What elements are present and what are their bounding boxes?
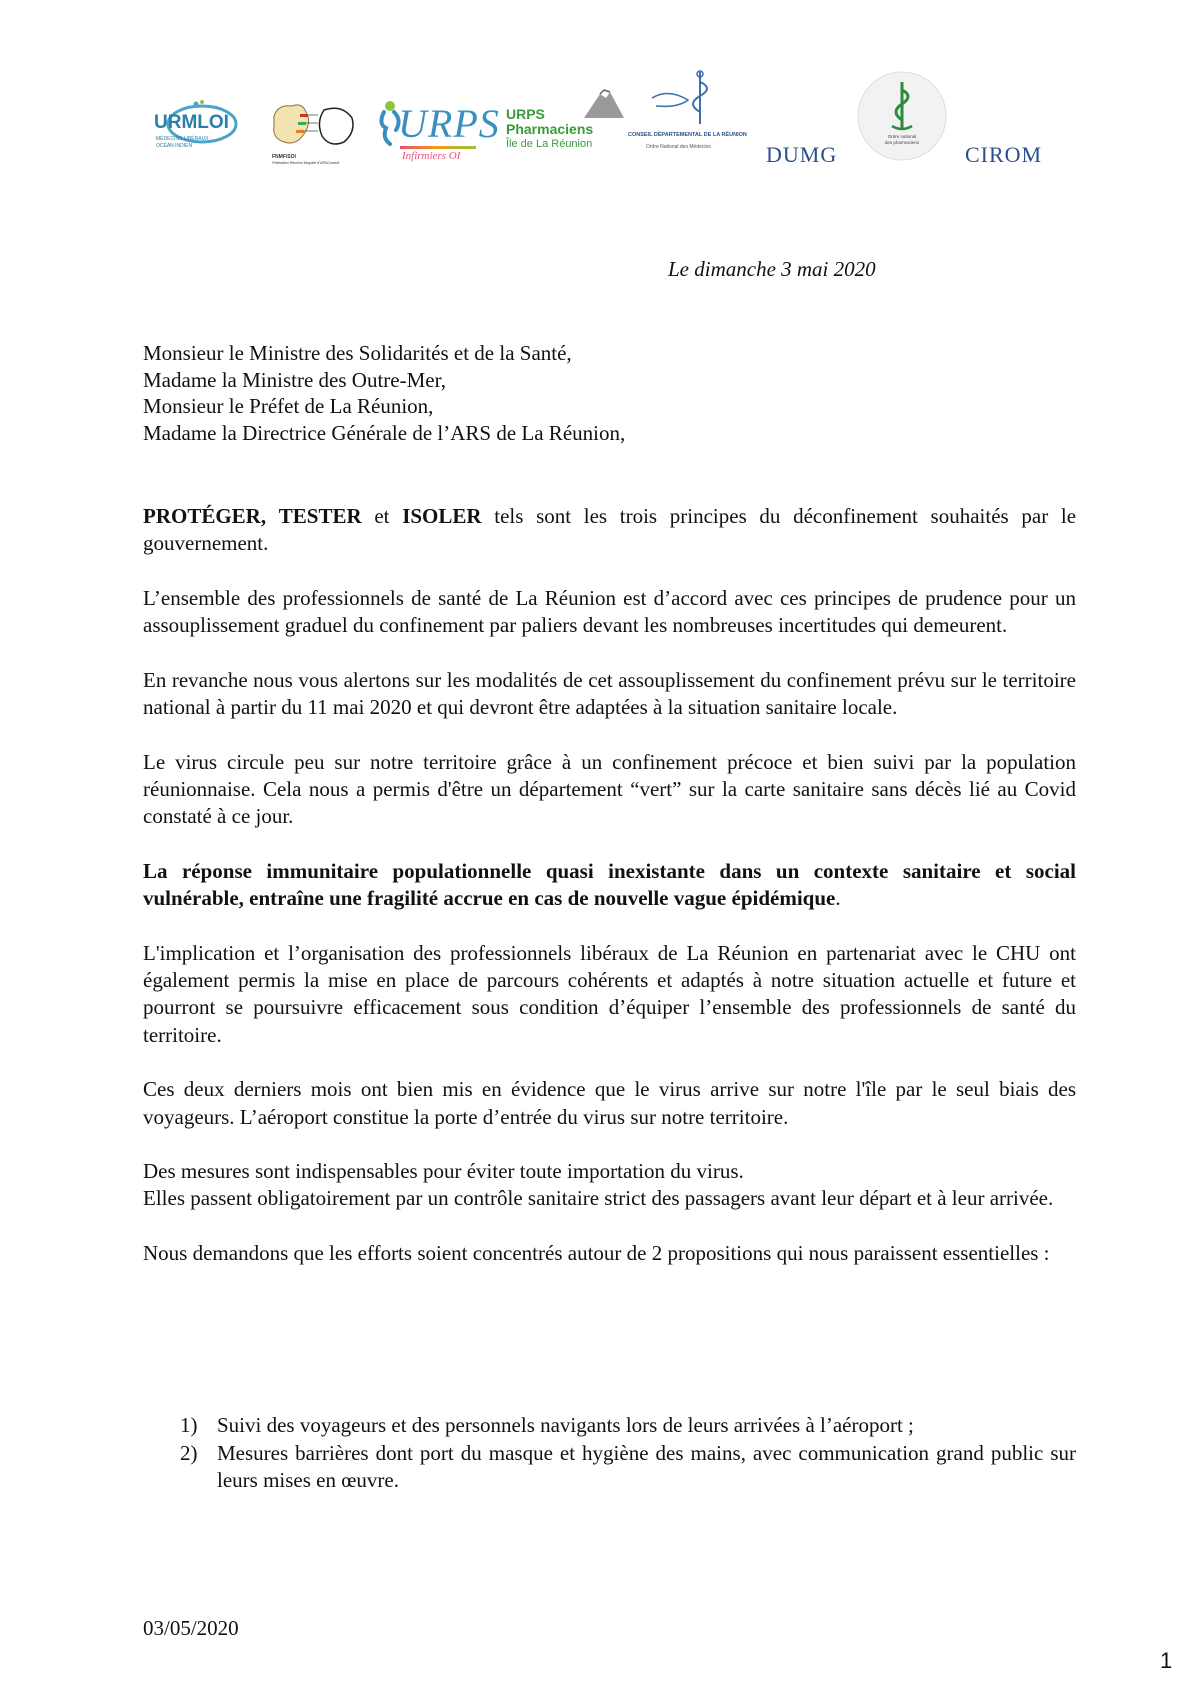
recipient-line: Monsieur le Ministre des Solidarités et de la Santé, [143, 341, 572, 365]
paragraph-request: Nous demandons que les efforts soient concentrés autour de 2 propositions qui nous paraissent essentielles : [143, 1241, 1050, 1266]
proposals-list [143, 1412, 1076, 1495]
cirom-text: CIROM [965, 142, 1043, 167]
reunion-map-icon [268, 98, 358, 154]
immunity-period: . [835, 886, 841, 911]
fnmf-subcaption: Fédération Réunion Mayotte d'URSCommit [272, 161, 340, 165]
keyword-proteger: PROTÉGER, [143, 504, 267, 528]
list-text: Suivi des voyageurs et des personnels navigants lors de leurs arrivées à l’aéroport ; [217, 1413, 914, 1437]
urps-pharmaciens-line3: Île de La Réunion [506, 138, 593, 150]
urmloi-logo [150, 98, 240, 158]
letter-date: Le dimanche 3 mai 2020 [668, 257, 876, 281]
fnmf-caption: FNMF/SOI [272, 154, 296, 160]
urps-infirmiers-title: URPS [398, 101, 500, 146]
cdom-logo [628, 68, 758, 168]
fnmf-logo [268, 98, 358, 168]
immunity-bold-text: La réponse immunitaire populationnelle quasi inexistante dans un contexte sanitaire et social vulnérable, entraîne une fragilité accrue en cas de nouvelle vague épidémique [143, 858, 1076, 911]
logo-banner [150, 68, 1070, 188]
onp-logo [856, 70, 948, 162]
recipients-block [143, 340, 625, 446]
page-number: 1 [1160, 1648, 1173, 1673]
cdom-line2: Ordre National des Médecins [646, 144, 711, 150]
conjunction: et [361, 504, 403, 528]
footer-date: 03/05/2020 [143, 1616, 239, 1640]
urps-pharmaciens-line1: URPS [506, 106, 545, 122]
urps-color-bar [400, 146, 476, 149]
urps-infirmiers-logo [376, 98, 500, 168]
list-item [143, 1412, 1076, 1440]
onp-line1: Ordre national [887, 134, 917, 139]
paragraph-organisation: L'implication et l’organisation des professionnels libéraux de La Réunion en partenariat avec le CHU ont également permis la mise en place de parcours cohérents et adaptés à notre situation actuelle et future et pourront se poursuivre efficacement sous condition d’équiper l’ensemble des professionnels de santé du territoire. [143, 940, 1076, 1047]
volcano-icon [582, 88, 626, 118]
paragraph-virus-circulation: Le virus circule peu sur notre territoire grâce à un confinement précoce et bien suivi par la population réunionnaise. Cela nous a permis d'être un département “vert” sur la carte sanitaire sans décès lié au Covid constaté à ce jour. [143, 749, 1076, 829]
paragraph-airport: Ces deux derniers mois ont bien mis en évidence que le virus arrive sur notre l'île par le seul biais des voyageurs. L’aéroport constitue la porte d’entrée du virus sur notre territoire. [143, 1077, 1076, 1129]
keyword-tester: TESTER [278, 504, 362, 528]
urmloi-subtitle-2: OCÉAN INDIEN [156, 143, 193, 149]
recipient-line: Madame la Directrice Générale de l’ARS de La Réunion, [143, 420, 626, 445]
paragraph-agreement: L’ensemble des professionnels de santé de La Réunion est d’accord avec ces principes de prudence pour un assouplissement graduel du confinement par paliers devant les nombreuses incertitudes qui demeurent. [143, 585, 1076, 638]
dumg-text: DUMG [766, 142, 838, 167]
urps-infirmiers-subtitle: Infirmiers OI [402, 150, 461, 162]
cirom-logo [965, 142, 1042, 168]
dumg-logo [766, 142, 837, 168]
keyword-isoler: ISOLER [402, 504, 482, 528]
list-item [143, 1440, 1076, 1495]
onp-line2: des pharmaciens [884, 140, 920, 145]
paragraph-measures-1: Des mesures sont indispensables pour éviter toute importation du virus. [143, 1159, 744, 1184]
urps-pharmaciens-logo [506, 88, 626, 158]
paragraph-immunity [143, 858, 1076, 913]
caduceus-icon [648, 68, 738, 128]
recipient-line: Madame la Ministre des Outre-Mer, [143, 367, 446, 392]
pharmacy-cross-icon [856, 70, 948, 162]
paragraph-measures-2: Elles passent obligatoirement par un contrôle sanitaire strict des passagers avant leur départ et à leur arrivée. [143, 1186, 1054, 1211]
urmloi-title: URMLOI [154, 112, 229, 133]
urmloi-subtitle-1: MÉDECINS LIBÉRAUX [156, 136, 209, 142]
list-text: Mesures barrières dont port du masque et hygiène des mains, avec communication grand public sur leurs mises en œuvre. [217, 1440, 1076, 1492]
paragraph-alert: En revanche nous vous alertons sur les modalités de cet assouplissement du confinement prévu sur le territoire national à partir du 11 mai 2020 et qui devront être adaptées à la situation sanitaire locale. [143, 667, 1076, 720]
urps-pharmaciens-line2: Pharmaciens [506, 121, 594, 137]
letter-body [143, 503, 1076, 1295]
list-number: 1) [180, 1413, 198, 1437]
cdom-line1: CONSEIL DÉPARTEMENTAL DE LA RÉUNION [628, 132, 747, 138]
list-number: 2) [180, 1440, 198, 1465]
principles-rest: tels sont les trois principes du déconfinement souhaités par le gouvernement. [143, 504, 1077, 556]
paragraph-principles [143, 503, 1076, 558]
recipient-line: Monsieur le Préfet de La Réunion, [143, 394, 434, 418]
